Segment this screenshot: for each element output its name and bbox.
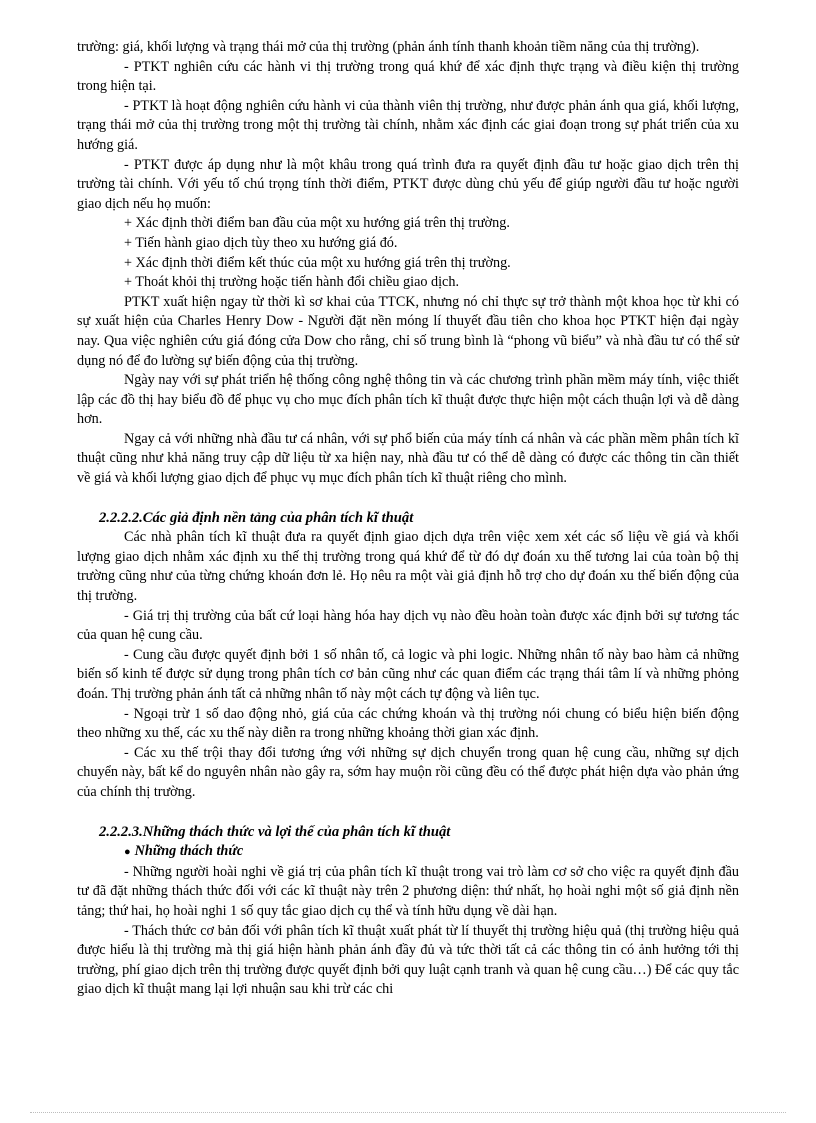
paragraph: trường: giá, khối lượng và trạng thái mở của thị trường (phản ánh tính thanh khoản tiềm năng của thị trường).: [77, 39, 700, 55]
list-item: + Tiến hành giao dịch tùy theo xu hướng giá đó.: [124, 234, 398, 251]
document-body: [77, 38, 739, 1000]
paragraph: - Giá trị thị trường của bất cứ loại hàng hóa hay dịch vụ nào đều hoàn toàn được xác định bởi sự tương tác của quan hệ cung cầu.: [77, 607, 739, 644]
bullet-icon: ●: [124, 846, 131, 859]
paragraph: - PTKT nghiên cứu các hành vi thị trường trong quá khứ để xác định thực trạng và điều kiện thị trường trong hiện tại.: [77, 58, 739, 95]
paragraph: Các nhà phân tích kĩ thuật đưa ra quyết định giao dịch dựa trên việc xem xét các số liệu về giá và khối lượng giao dịch nhằm xác định xu thế thị trường trong quá khứ để từ đó dự đoán xu thế tương lai của toàn bộ thị trường cũng như của từng chứng khoán đơn lẻ. Họ nêu ra một vài giả định hỗ trợ cho dự đoán xu thế biến động của thị trường.: [77, 529, 739, 605]
paragraph: Ngày nay với sự phát triển hệ thống công nghệ thông tin và các chương trình phần mềm máy tính, việc thiết lập các đồ thị hay biểu đồ để phục vụ cho mục đích phân tích kĩ thuật được thực hiện một cách thuận lợi và dễ dàng hơn.: [77, 372, 739, 428]
paragraph: - PTKT được áp dụng như là một khâu trong quá trình đưa ra quyết định đầu tư hoặc giao dịch trên thị trường tài chính. Với yếu tố chú trọng tính thời điểm, PTKT được dùng chủ yếu để giúp người đầu tư hoặc người giao dịch nếu họ muốn:: [77, 156, 739, 212]
list-item: + Thoát khỏi thị trường hoặc tiến hành đổi chiều giao dịch.: [124, 274, 459, 291]
paragraph: - PTKT là hoạt động nghiên cứu hành vi của thành viên thị trường, như được phản ánh qua giá, khối lượng, trạng thái mở của thị trường trong một thị trường tài chính, nhằm xác định các giai đoạn trong sự phát triển của xu hướng giá.: [77, 97, 739, 153]
paragraph: Ngay cả với những nhà đầu tư cá nhân, với sự phổ biến của máy tính cá nhân và các phần mềm phân tích kĩ thuật cũng như khả năng truy cập dữ liệu từ xa hiện nay, nhà đầu tư có thể dễ dàng có được các thông tin cần thiết về giá và khối lượng giao dịch để phục vụ mục đích phân tích kĩ thuật riêng cho mình.: [77, 430, 739, 487]
section-heading: 2.2.2.2.Các giả định nền tảng của phân tích kĩ thuật: [99, 509, 414, 526]
paragraph: - Thách thức cơ bản đối với phân tích kĩ thuật xuất phát từ lí thuyết thị trường hiệu quả (thị trường hiệu quả được hiểu là thị trường mà thị giá hiện hành phản ánh đầy đủ và tức thời tất cả các thông tin có ảnh hưởng tới thị trường, phí giao dịch trên thị trường được quyết định bởi quy luật cạnh tranh và quan hệ cung cầu…) Để các quy tắc giao dịch kĩ thuật mang lại lợi nhuận sau khi trừ các chi: [77, 922, 739, 998]
list-item: + Xác định thời điểm ban đầu của một xu hướng giá trên thị trường.: [124, 215, 510, 232]
page-bottom-divider: [30, 1112, 786, 1113]
list-item: + Xác định thời điểm kết thúc của một xu hướng giá trên thị trường.: [124, 254, 511, 271]
paragraph: - Cung cầu được quyết định bởi 1 số nhân tố, cả logic và phi logic. Những nhân tố này bao hàm cả những biến số kinh tế được sử dụng trong phân tích cơ bản cũng như các quan điểm các trạng thái tâm lí và những phỏng đoán. Thị trường phản ánh tất cả những nhân tố này một cách tự động và liên tục.: [77, 646, 739, 702]
paragraph: - Những người hoài nghi về giá trị của phân tích kĩ thuật trong vai trò làm cơ sở cho việc ra quyết định đầu tư đã đặt những thách thức đối với các kĩ thuật này trên 2 phương diện: thứ nhất, họ hoài nghi một số giả định nền tảng; thứ hai, họ hoài nghi 1 số quy tắc giao dịch cụ thể và tính hữu dụng về dài hạn.: [77, 863, 739, 919]
section-heading: 2.2.2.3.Những thách thức và lợi thế của phân tích kĩ thuật: [99, 823, 451, 840]
paragraph: PTKT xuất hiện ngay từ thời kì sơ khai của TTCK, nhưng nó chỉ thực sự trở thành một khoa học từ khi có sự xuất hiện của Charles Henry Dow - Người đặt nền móng lí thuyết đầu tiên cho khoa học PTKT hiện đại ngày nay. Qua việc nghiên cứu giá đóng cửa Dow cho rằng, chỉ số trung bình là “phong vũ biểu” và nhà đầu tư có thể sử dụng nó để đo lường sự biến động của thị trường.: [77, 293, 739, 369]
subheading-label: Những thách thức: [134, 843, 244, 860]
subheading: [77, 842, 739, 863]
paragraph: - Ngoại trừ 1 số dao động nhỏ, giá của các chứng khoán và thị trường nói chung có biểu hiện biến động theo những xu thế, các xu thế này diễn ra trong những khoảng thời gian xác định.: [77, 705, 739, 742]
paragraph: - Các xu thế trội thay đổi tương ứng với những sự dịch chuyển trong quan hệ cung cầu, những sự dịch chuyển này, bất kể do nguyên nhân nào gây ra, sớm hay muộn rồi cũng đều có thể được phát hiện dựa vào phản ứng của chính thị trường.: [77, 744, 739, 800]
